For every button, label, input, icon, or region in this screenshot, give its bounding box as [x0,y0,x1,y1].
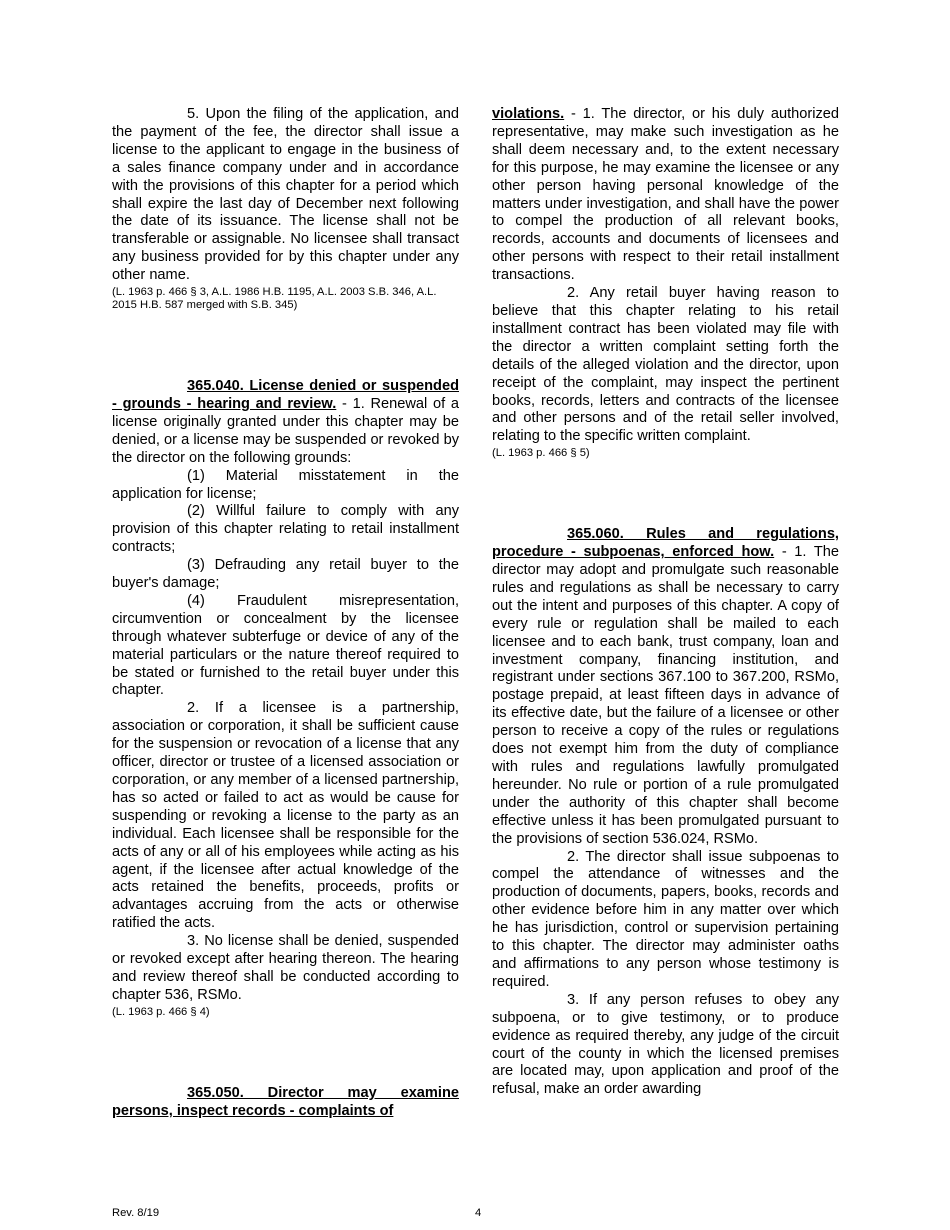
section-365-050-heading: 365.050. Director may examine persons, inspect records - complaints of [112,1084,459,1119]
section-365-050-paragraph-2: 2. Any retail buyer having reason to believe that this chapter relating to his retail installment contract has been violated may file with the director a written complaint setting forth the details of the alleged violation and the director, upon receipt of the complaint, may inspect the pertinent books, records, letters and contracts of the licensee and other persons and of the retail seller involved, relating to the specific written complaint. [492,285,839,445]
history-citation-365-030: (L. 1963 p. 466 § 3, A.L. 1986 H.B. 1195, A.L. 2003 S.B. 346, A.L. 2015 H.B. 587 merged with S.B. 345) [112,286,437,312]
history-citation-365-040: (L. 1963 p. 466 § 4) [112,1005,210,1018]
left-column [112,106,459,1121]
section-365-060-intro-text: - 1. The director may adopt and promulgate such reasonable rules and regulations as shall be necessary to carry out the intent and purposes of this chapter. A copy of every rule or regulation shall be mailed to each licensee and to each bank, trust company, loan and investment company, financing institution, and registrant under sections 367.100 to 367.200, RSMo, postage prepaid, at least fifteen days in advance of its effective date, but the failure of a licensee or other person to receive a copy of the rules or regulations does not exempt him from the duty of compliance with rules and regulations lawfully promulgated hereunder. No rule or portion of a rule promulgated under the authority of this chapter shall become effective unless it has been promulgated pursuant to the provisions of section 536.024, RSMo. [492,544,839,847]
section-365-060-paragraph-2: 2. The director shall issue subpoenas to compel the attendance of witnesses and the production of documents, papers, books, records and other evidence before him in any matter over which he has jurisdiction, control or supervision pertaining to this chapter. The director may administer oaths and affirmations to any person whose testimony is required. [492,848,839,990]
ground-3: (3) Defrauding any retail buyer to the buyer's damage; [112,557,459,592]
right-column [492,106,839,1099]
section-365-040-intro-text: - 1. Renewal of a license originally granted under this chapter may be denied, or a license may be suspended or revoked by the director on the following grounds: [112,395,459,466]
section-365-040-intro [112,378,459,468]
section-365-060-intro [492,526,839,848]
section-365-050-heading-start [112,1085,459,1121]
footer-revision: Rev. 8/19 [112,1207,160,1219]
ground-1: (1) Material misstatement in the application for license; [112,467,459,502]
section-365-050-heading-end: violations. [492,106,565,122]
history-citation-365-050: (L. 1963 p. 466 § 5) [492,447,590,460]
section-365-050-paragraph-1 [492,106,839,285]
ground-2: (2) Willful failure to comply with any provision of this chapter relating to retail installment contracts; [112,503,459,556]
footer-page-number: 4 [475,1207,482,1219]
ground-4: (4) Fraudulent misrepresentation, circumvention or concealment by the licensee through whatever subterfuge or device of any of the material particulars or the nature thereof required to be stated or furnished to the retail buyer under this chapter. [112,592,459,699]
section-365-040-paragraph-3: 3. No license shall be denied, suspended or revoked except after hearing thereon. The hearing and review thereof shall be conducted according to chapter 536, RSMo. [112,933,459,1003]
section-365-040-heading: 365.040. License denied or suspended - grounds - hearing and review. [112,378,459,412]
subsection-5-paragraph: 5. Upon the filing of the application, and the payment of the fee, the director shall issue a license to the applicant to engage in the business of a sales finance company under and in accordance with the provisions of this chapter for a period which shall expire the last day of December next following the date of its issuance. The license shall not be transferable or assignable. No licensee shall transact any business provided for by this chapter under any other name. [112,106,459,284]
section-365-060-heading: 365.060. Rules and regulations, procedure - subpoenas, enforced how. [492,526,839,561]
section-365-060-paragraph-3: 3. If any person refuses to obey any subpoena, or to give testimony, or to produce evidence as required thereby, any judge of the circuit court of the county in which the licensed premises are located may, upon application and proof of the refusal, make an order awarding [492,991,839,1098]
section-365-050-paragraph-1-text: - 1. The director, or his duly authorized representative, may make such investigation as he shall deem necessary and, to the extent necessary for this purpose, he may examine the licensee or any other person having personal knowledge of the matters under investigation, and shall have the power to compel the production of all relevant books, records, accounts and documents of licensees and other persons with respect to their retail installment transactions. [492,106,839,284]
section-365-040-paragraph-2: 2. If a licensee is a partnership, association or corporation, it shall be sufficient cause for the suspension or revocation of a license that any officer, director or trustee of a licensed association or corporation, or any member of a licensed partnership, has so acted or failed to act as would be cause for suspending or revoking a license to the party as an individual. Each licensee shall be responsible for the acts of any or all of his employees while acting as his agent, if the licensee after actual knowledge of the acts retained the benefits, proceeds, profits or advantages accruing from the acts or otherwise ratified the acts. [112,700,459,932]
